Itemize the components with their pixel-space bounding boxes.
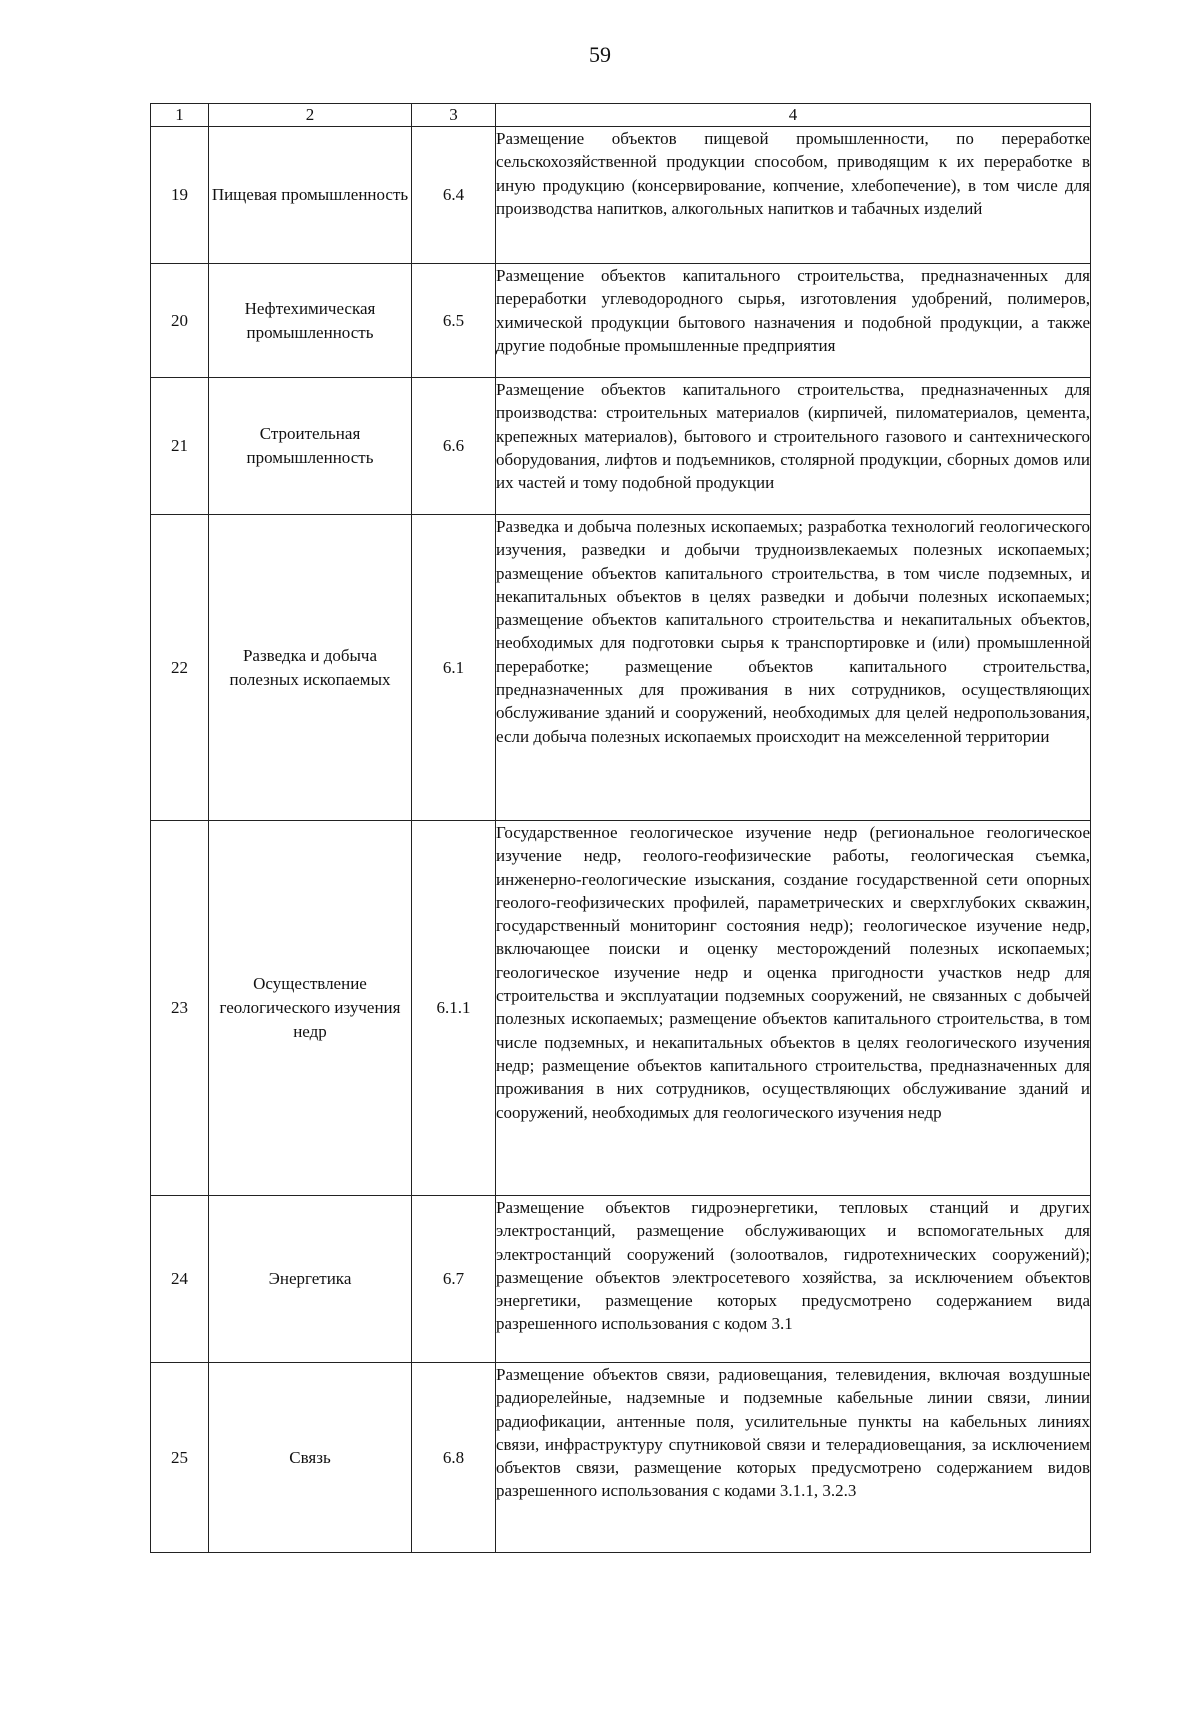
row-number: 20 <box>151 264 209 378</box>
header-col-1: 1 <box>151 104 209 127</box>
table-header-row <box>151 104 1091 127</box>
row-number: 23 <box>151 821 209 1196</box>
row-number: 19 <box>151 127 209 264</box>
row-number: 22 <box>151 515 209 821</box>
table-row <box>151 378 1091 515</box>
table-row <box>151 515 1091 821</box>
use-type-code: 6.1 <box>412 515 496 821</box>
use-type-name: Связь <box>209 1363 412 1553</box>
use-type-name: Разведка и добыча полезных ископаемых <box>209 515 412 821</box>
use-type-description: Размещение объектов капитального строительства, предназначенных для переработки углеводородного сырья, изготовления удобрений, полимеров, химической продукции бытового назначения и подобной продукции, а также другие подобные промышленные предприятия <box>496 264 1091 378</box>
row-number: 24 <box>151 1196 209 1363</box>
use-type-description: Размещение объектов связи, радиовещания, телевидения, включая воздушные радиорелейные, надземные и подземные кабельные линии связи, линии радиофикации, антенные поля, усилительные пункты на кабельных линиях связи, инфраструктуру спутниковой связи и телерадиовещания, за исключением объектов связи, размещение которых предусмотрено содержанием видов разрешенного использования с кодами 3.1.1, 3.2.3 <box>496 1363 1091 1553</box>
header-col-4: 4 <box>496 104 1091 127</box>
page-number: 59 <box>589 42 611 67</box>
header-col-3: 3 <box>412 104 496 127</box>
table-row <box>151 1363 1091 1553</box>
use-type-code: 6.6 <box>412 378 496 515</box>
land-use-table <box>150 103 1091 1553</box>
use-type-code: 6.1.1 <box>412 821 496 1196</box>
table-row <box>151 127 1091 264</box>
use-type-name: Нефтехимическая промышленность <box>209 264 412 378</box>
use-type-code: 6.5 <box>412 264 496 378</box>
row-number: 21 <box>151 378 209 515</box>
row-number: 25 <box>151 1363 209 1553</box>
use-type-code: 6.7 <box>412 1196 496 1363</box>
use-type-name: Строительная промышленность <box>209 378 412 515</box>
use-type-name: Энергетика <box>209 1196 412 1363</box>
use-type-description: Размещение объектов гидроэнергетики, тепловых станций и других электростанций, размещение обслуживающих и вспомогательных для электростанций сооружений (золоотвалов, гидротехнических сооружений); размещение объектов электросетевого хозяйства, за исключением объектов энергетики, размещение которых предусмотрено содержанием вида разрешенного использования с кодом 3.1 <box>496 1196 1091 1363</box>
use-type-name: Пищевая промышленность <box>209 127 412 264</box>
table-row <box>151 821 1091 1196</box>
header-col-2: 2 <box>209 104 412 127</box>
table-row <box>151 264 1091 378</box>
use-type-description: Разведка и добыча полезных ископаемых; разработка технологий геологического изучения, разведки и добычи трудноизвлекаемых полезных ископаемых; размещение объектов капитального строительства, в том числе подземных, и некапитальных объектов в целях разведки и добычи полезных ископаемых; размещение объектов капитального строительства и некапитальных объектов, необходимых для подготовки сырья к транспортировке и (или) промышленной переработке; размещение объектов капитального строительства, предназначенных для проживания в них сотрудников, осуществляющих обслуживание зданий и сооружений, необходимых для целей недропользования, если добыча полезных ископаемых происходит на межселенной территории <box>496 515 1091 821</box>
table-row <box>151 1196 1091 1363</box>
use-type-code: 6.4 <box>412 127 496 264</box>
use-type-code: 6.8 <box>412 1363 496 1553</box>
use-type-description: Размещение объектов капитального строительства, предназначенных для производства: строительных материалов (кирпичей, пиломатериалов, цемента, крепежных материалов), бытового и строительного газового и сантехнического оборудования, лифтов и подъемников, столярной продукции, сборных домов или их частей и тому подобной продукции <box>496 378 1091 515</box>
use-type-name: Осуществление геологического изучения недр <box>209 821 412 1196</box>
use-type-description: Государственное геологическое изучение недр (региональное геологическое изучение недр, геолого-геофизические работы, геологическая съемка, инженерно-геологические изыскания, создание государственной сети опорных геолого-геофизических профилей, параметрических и сверхглубоких скважин, государственный мониторинг состояния недр); геологическое изучение недр, включающее поиски и оценку месторождений полезных ископаемых; геологическое изучение недр и оценка пригодности участков недр для строительства и эксплуатации подземных сооружений, не связанных с добычей полезных ископаемых; размещение объектов капитального строительства, в том числе подземных, и некапитальных объектов в целях геологического изучения недр; размещение объектов капитального строительства, предназначенных для проживания в них сотрудников, осуществляющих обслуживание зданий и сооружений, необходимых для геологического изучения недр <box>496 821 1091 1196</box>
use-type-description: Размещение объектов пищевой промышленности, по переработке сельскохозяйственной продукции способом, приводящим к их переработке в иную продукцию (консервирование, копчение, хлебопечение), в том числе для производства напитков, алкогольных напитков и табачных изделий <box>496 127 1091 264</box>
